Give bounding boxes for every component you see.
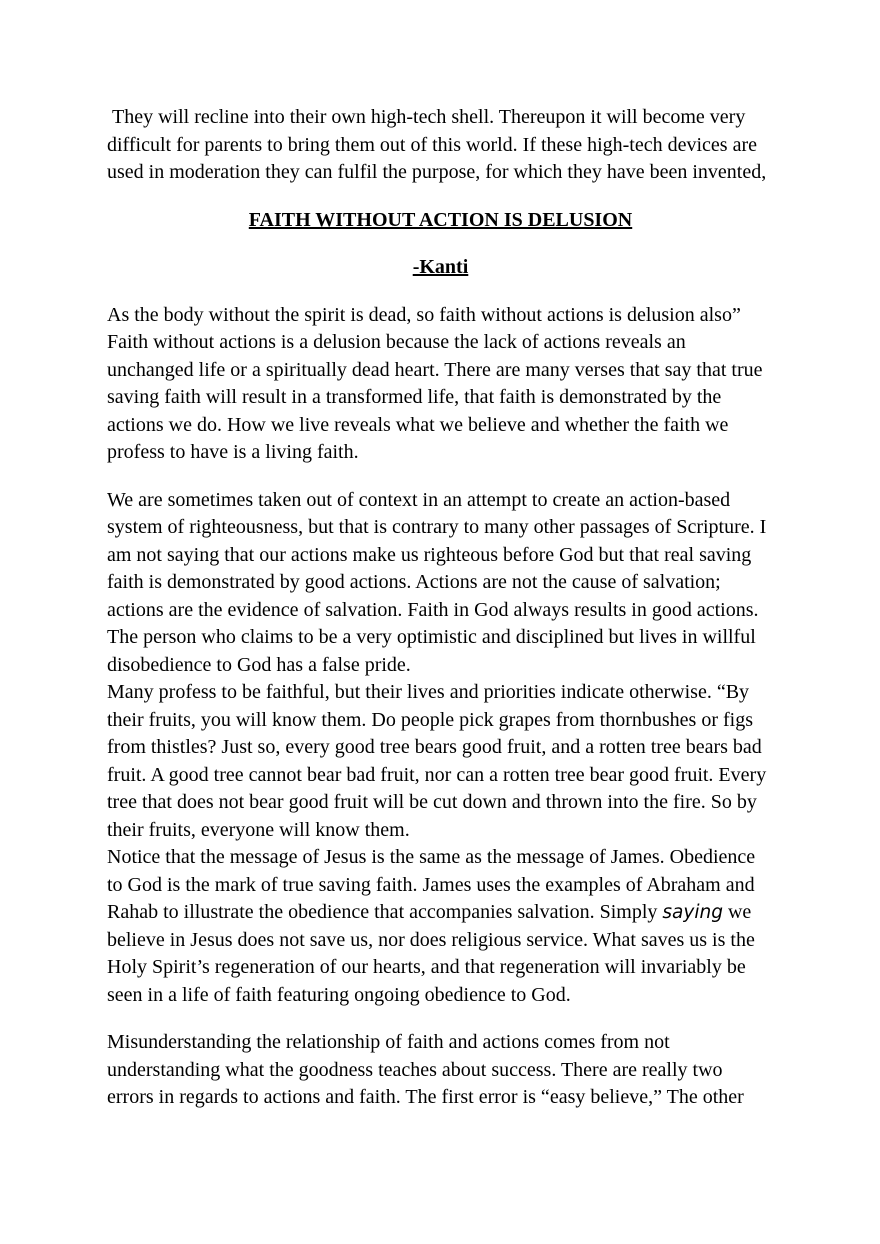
paragraph-fruits: Many profess to be faithful, but their lives and priorities indicate otherwise. “By their fruits, you will know them. Do people pick grapes from thornbushes or figs from thistles? Just so, every good tree bears good fruit, and a rotten tree bears bad fruit. A good tree cannot bear bad fruit, nor can a rotten tree bear good fruit. Every tree that does not bear good fruit will be cut down and thrown into the fire. So by their fruits, everyone will know them. bbox=[107, 681, 772, 841]
author-byline bbox=[107, 254, 774, 282]
author-byline-text: -Kanti bbox=[412, 256, 469, 278]
paragraph-notice-text-before: Notice that the message of Jesus is the same as the message of James. Obedience to God is the mark of true saving faith. James uses the examples of Abraham and Rahab to illustrate the obedience that accompanies salvation. Simply bbox=[107, 846, 761, 923]
section-heading bbox=[107, 207, 774, 235]
paragraph-notice bbox=[107, 844, 774, 1009]
paragraph-context: We are sometimes taken out of context in an attempt to create an action-based system of righteousness, but that is contrary to many other passages of Scripture. I am not saying that our actions make us righteous before God but that real saving faith is demonstrated by good actions. Actions are not the cause of salvation; actions are the evidence of salvation. Faith in God always results in good actions. The person who claims to be a very optimistic and disciplined but lives in willful disobedience to God has a false pride. bbox=[107, 488, 772, 676]
paragraph-group-actions bbox=[107, 487, 774, 1010]
section-heading-text: FAITH WITHOUT ACTION IS DELUSION bbox=[248, 208, 633, 231]
paragraph-faith: As the body without the spirit is dead, so faith without actions is delusion also” Faith without actions is a delusion because the lack of actions reveals an unchanged life or a spiritually dead heart. There are many verses that say that true saving faith will result in a transformed life, that faith is demonstrated by the actions we do. How we live reveals what we believe and whether the faith we profess to have is a living faith. bbox=[107, 303, 768, 463]
paragraph-misunderstanding: Misunderstanding the relationship of faith and actions comes from not understanding what the goodness teaches about success. There are really two errors in regards to actions and faith. The first error is “easy believe,” The other bbox=[107, 1031, 744, 1108]
paragraph-notice-text-after: we believe in Jesus does not save us, nor does religious service. What saves us is the Holy Spirit’s regeneration of our hearts, and that regeneration will invariably be seen in a life of faith featuring ongoing obedience to God. bbox=[107, 901, 760, 1006]
paragraph-intro: They will recline into their own high-tech shell. Thereupon it will become very difficult for parents to bring them out of this world. If these high-tech devices are used in moderation they can fulfil the purpose, for which they have been invented, bbox=[107, 106, 767, 183]
paragraph-notice-italic-word: saying bbox=[662, 902, 723, 923]
